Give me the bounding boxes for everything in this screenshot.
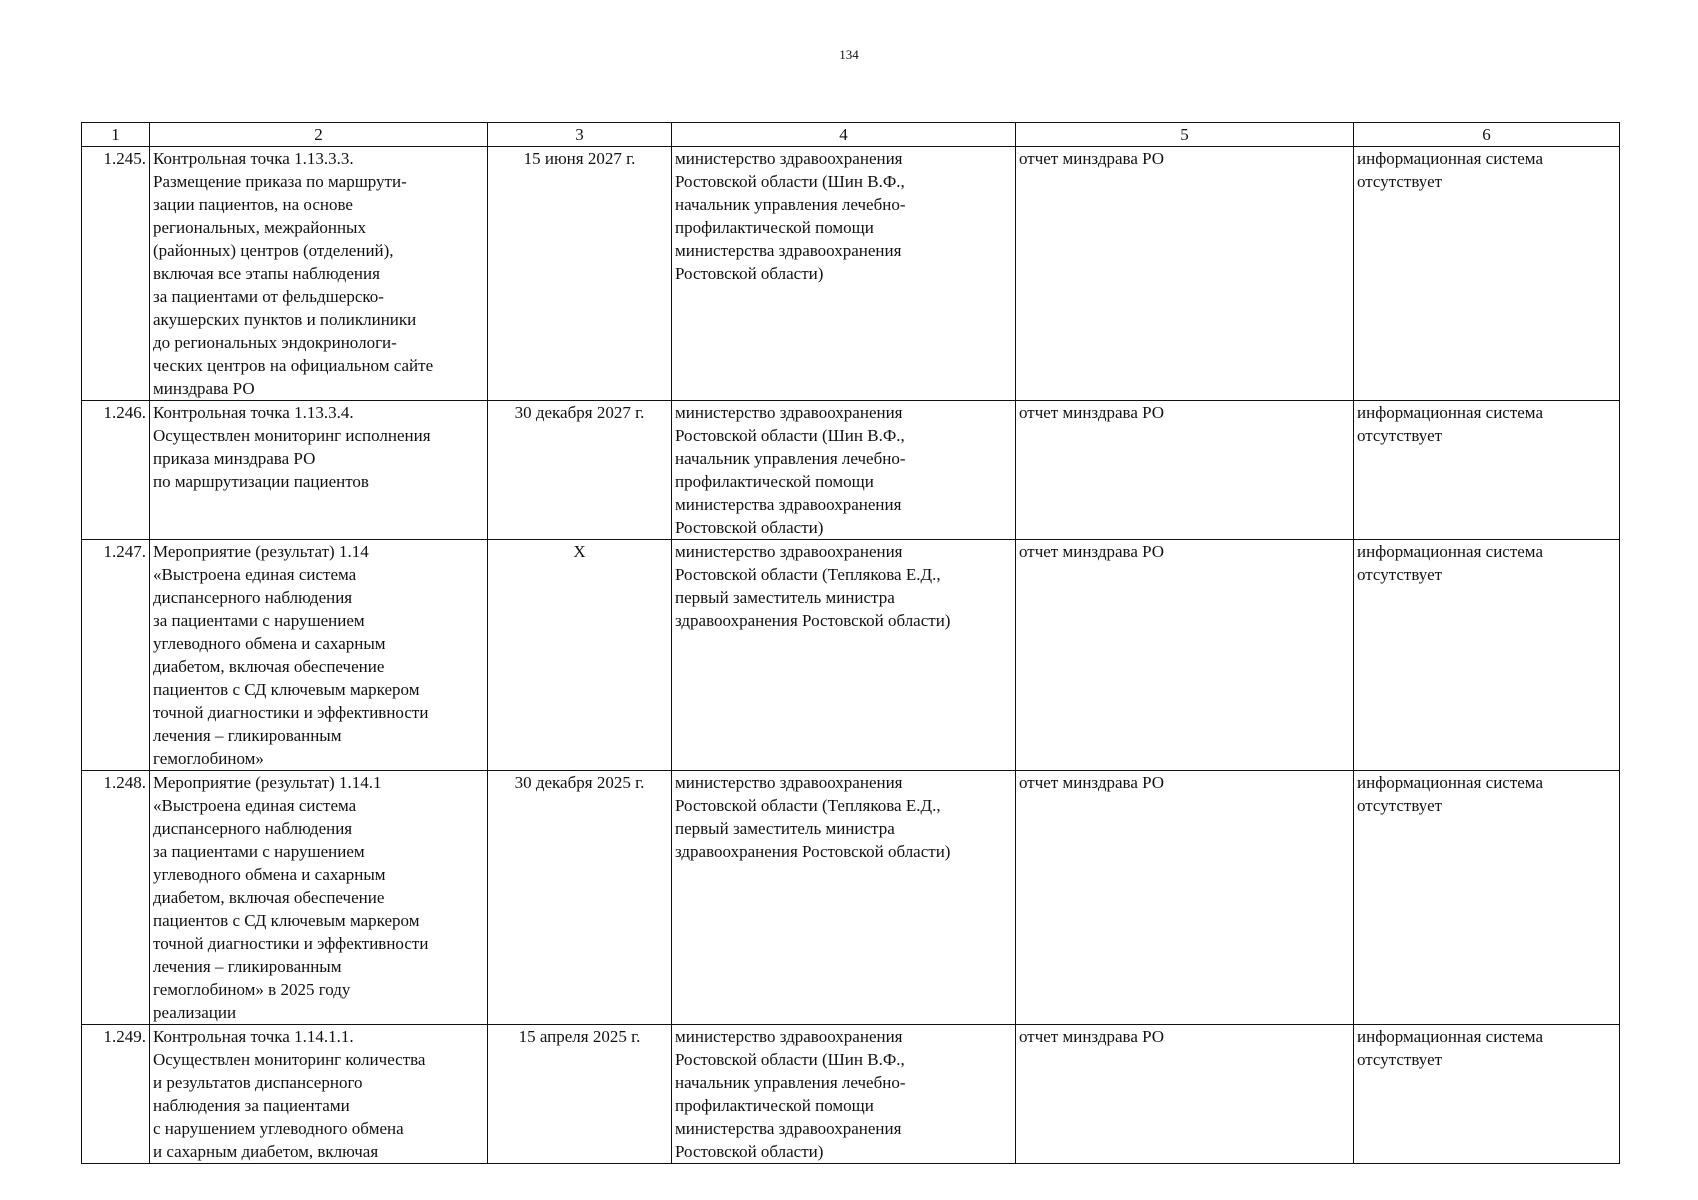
row-number: 1.249. <box>82 1025 150 1164</box>
row-document: отчет минздрава РО <box>1016 771 1354 1025</box>
row-responsible: министерство здравоохранения Ростовской области (Шин В.Ф., начальник управления лечебно- профилактической помощи министерства здравоохранения Ростовской области) <box>672 401 1016 540</box>
column-header-3: 3 <box>488 123 672 147</box>
row-number: 1.248. <box>82 771 150 1025</box>
column-header-4: 4 <box>672 123 1016 147</box>
row-number: 1.245. <box>82 147 150 401</box>
row-document: отчет минздрава РО <box>1016 1025 1354 1164</box>
row-deadline: 15 апреля 2025 г. <box>488 1025 672 1164</box>
table-row <box>82 147 1620 401</box>
row-number: 1.247. <box>82 540 150 771</box>
row-number: 1.246. <box>82 401 150 540</box>
page-number: 134 <box>839 47 859 62</box>
row-info-system: информационная система отсутствует <box>1354 1025 1620 1164</box>
row-info-system: информационная система отсутствует <box>1354 147 1620 401</box>
row-document: отчет минздрава РО <box>1016 401 1354 540</box>
row-info-system: информационная система отсутствует <box>1354 401 1620 540</box>
plan-table <box>81 122 1620 1164</box>
row-deadline: X <box>488 540 672 771</box>
row-responsible: министерство здравоохранения Ростовской области (Теплякова Е.Д., первый заместитель министра здравоохранения Ростовской области) <box>672 540 1016 771</box>
table-row <box>82 401 1620 540</box>
column-header-2: 2 <box>150 123 488 147</box>
row-deadline: 15 июня 2027 г. <box>488 147 672 401</box>
row-event-name: Контрольная точка 1.13.3.3. Размещение приказа по маршрути- зации пациентов, на основе региональных, межрайонных (районных) центров (отделений), включая все этапы наблюдения за пациентами от фельдшерско- акушерских пунктов и поликлиники до региональных эндокринологи- ческих центров на официальном сайте минздрава РО <box>150 147 488 401</box>
table-header-row <box>82 123 1620 147</box>
row-responsible: министерство здравоохранения Ростовской области (Шин В.Ф., начальник управления лечебно- профилактической помощи министерства здравоохранения Ростовской области) <box>672 147 1016 401</box>
row-event-name: Контрольная точка 1.13.3.4. Осуществлен мониторинг исполнения приказа минздрава РО по маршрутизации пациентов <box>150 401 488 540</box>
row-event-name: Мероприятие (результат) 1.14 «Выстроена единая система диспансерного наблюдения за пациентами с нарушением углеводного обмена и сахарным диабетом, включая обеспечение пациентов с СД ключевым маркером точной диагностики и эффективности лечения – гликированным гемоглобином» <box>150 540 488 771</box>
row-deadline: 30 декабря 2025 г. <box>488 771 672 1025</box>
row-responsible: министерство здравоохранения Ростовской области (Шин В.Ф., начальник управления лечебно- профилактической помощи министерства здравоохранения Ростовской области) <box>672 1025 1016 1164</box>
row-event-name: Мероприятие (результат) 1.14.1 «Выстроена единая система диспансерного наблюдения за пациентами с нарушением углеводного обмена и сахарным диабетом, включая обеспечение пациентов с СД ключевым маркером точной диагностики и эффективности лечения – гликированным гемоглобином» в 2025 году реализации <box>150 771 488 1025</box>
column-header-1: 1 <box>82 123 150 147</box>
row-document: отчет минздрава РО <box>1016 147 1354 401</box>
row-info-system: информационная система отсутствует <box>1354 540 1620 771</box>
column-header-6: 6 <box>1354 123 1620 147</box>
row-event-name: Контрольная точка 1.14.1.1. Осуществлен мониторинг количества и результатов диспансерного наблюдения за пациентами с нарушением углеводного обмена и сахарным диабетом, включая <box>150 1025 488 1164</box>
column-header-5: 5 <box>1016 123 1354 147</box>
row-document: отчет минздрава РО <box>1016 540 1354 771</box>
table-row <box>82 1025 1620 1164</box>
row-responsible: министерство здравоохранения Ростовской области (Теплякова Е.Д., первый заместитель министра здравоохранения Ростовской области) <box>672 771 1016 1025</box>
table-row <box>82 540 1620 771</box>
row-deadline: 30 декабря 2027 г. <box>488 401 672 540</box>
table-row <box>82 771 1620 1025</box>
row-info-system: информационная система отсутствует <box>1354 771 1620 1025</box>
